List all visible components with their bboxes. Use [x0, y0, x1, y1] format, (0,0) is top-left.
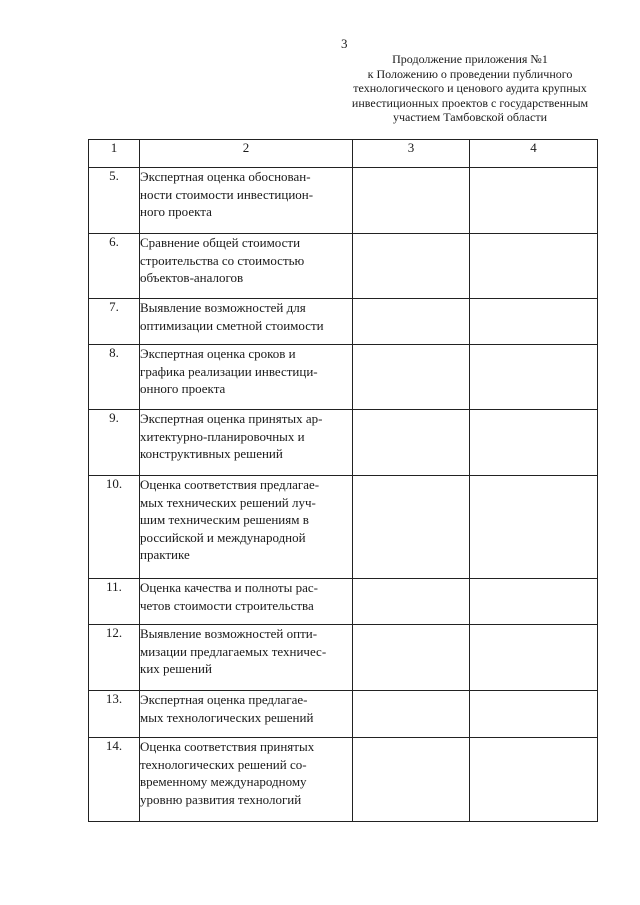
description-line: мых технологических решений [140, 709, 314, 725]
cell-column-3 [353, 234, 470, 299]
cell-column-4 [470, 234, 598, 299]
header-line: к Положению о проведении публичного [367, 66, 573, 81]
description-line: практике [140, 547, 190, 562]
table-row [89, 345, 598, 410]
description-line: мизации предлагаемых техничес- [140, 643, 327, 659]
row-number: 14. [89, 738, 140, 822]
table-row [89, 168, 598, 234]
description-line: графика реализации инвестици- [140, 363, 318, 379]
cell-column-4 [470, 625, 598, 691]
description-line: четов стоимости строительства [140, 597, 314, 613]
row-description [140, 691, 353, 738]
row-description [140, 234, 353, 299]
description-line: временному международному [140, 774, 307, 789]
description-line: Экспертная оценка сроков и [140, 346, 296, 361]
description-line: ности стоимости инвестицион- [140, 186, 314, 202]
audit-table [88, 139, 598, 822]
row-number: 11. [89, 579, 140, 625]
description-line: шим техническим решениям в [140, 512, 309, 527]
description-line: технологических решений со- [140, 756, 307, 772]
description-line: хитектурно-планировочных и [140, 428, 305, 444]
cell-column-4 [470, 168, 598, 234]
header-line: инвестиционных проектов с государственным [351, 95, 589, 110]
row-description [140, 738, 353, 822]
description-line: строительства со стоимостью [140, 252, 305, 268]
header-line: участием Тамбовской области [392, 110, 547, 124]
column-header: 2 [140, 140, 353, 168]
row-number: 5. [89, 168, 140, 234]
row-description [140, 625, 353, 691]
description-line: онного проекта [140, 381, 226, 396]
column-header: 1 [89, 140, 140, 168]
description-line: конструктивных решений [140, 446, 283, 461]
description-line: Экспертная оценка предлагае- [140, 692, 308, 707]
description-line: Выявление возможностей для [140, 300, 306, 315]
row-number: 13. [89, 691, 140, 738]
row-description [140, 476, 353, 579]
table-row [89, 691, 598, 738]
row-number: 7. [89, 299, 140, 345]
table-row [89, 299, 598, 345]
table-row [89, 625, 598, 691]
row-description [140, 345, 353, 410]
cell-column-4 [470, 345, 598, 410]
cell-column-3 [353, 299, 470, 345]
header-line: технологического и ценового аудита крупных [353, 81, 587, 95]
row-number: 8. [89, 345, 140, 410]
cell-column-3 [353, 625, 470, 691]
table-row [89, 738, 598, 822]
cell-column-4 [470, 579, 598, 625]
description-line: мых технических решений луч- [140, 494, 316, 510]
description-line: Сравнение общей стоимости [140, 235, 301, 250]
cell-column-3 [353, 410, 470, 476]
description-line: Оценка качества и полноты рас- [140, 580, 318, 595]
table-header-row [89, 140, 598, 168]
description-line: российской и международной [140, 529, 306, 545]
description-line: ного проекта [140, 204, 212, 219]
cell-column-3 [353, 691, 470, 738]
cell-column-3 [353, 738, 470, 822]
column-header: 3 [353, 140, 470, 168]
cell-column-3 [353, 579, 470, 625]
page-number: 3 [341, 36, 348, 51]
description-line: ких решений [140, 661, 212, 676]
table-body [89, 168, 598, 822]
description-line: уровню развития технологий [140, 791, 302, 807]
row-description [140, 299, 353, 345]
table-row [89, 234, 598, 299]
description-line: Экспертная оценка обоснован- [140, 169, 311, 184]
cell-column-3 [353, 168, 470, 234]
row-number: 6. [89, 234, 140, 299]
row-description [140, 579, 353, 625]
cell-column-4 [470, 410, 598, 476]
description-line: Оценка соответствия принятых [140, 739, 315, 754]
table-row [89, 410, 598, 476]
cell-column-3 [353, 345, 470, 410]
cell-column-4 [470, 299, 598, 345]
description-line: Оценка соответствия предлагае- [140, 477, 320, 492]
row-number: 10. [89, 476, 140, 579]
cell-column-4 [470, 476, 598, 579]
table-row [89, 579, 598, 625]
description-line: объектов-аналогов [140, 270, 244, 285]
header-line: Продолжение приложения №1 [392, 52, 548, 66]
row-description [140, 168, 353, 234]
description-line: Выявление возможностей опти- [140, 626, 318, 641]
appendix-header [300, 52, 640, 125]
cell-column-4 [470, 738, 598, 822]
row-description [140, 410, 353, 476]
cell-column-4 [470, 691, 598, 738]
cell-column-3 [353, 476, 470, 579]
row-number: 12. [89, 625, 140, 691]
row-number: 9. [89, 410, 140, 476]
table-row [89, 476, 598, 579]
description-line: Экспертная оценка принятых ар- [140, 411, 323, 426]
column-header: 4 [470, 140, 598, 168]
description-line: оптимизации сметной стоимости [140, 317, 324, 333]
